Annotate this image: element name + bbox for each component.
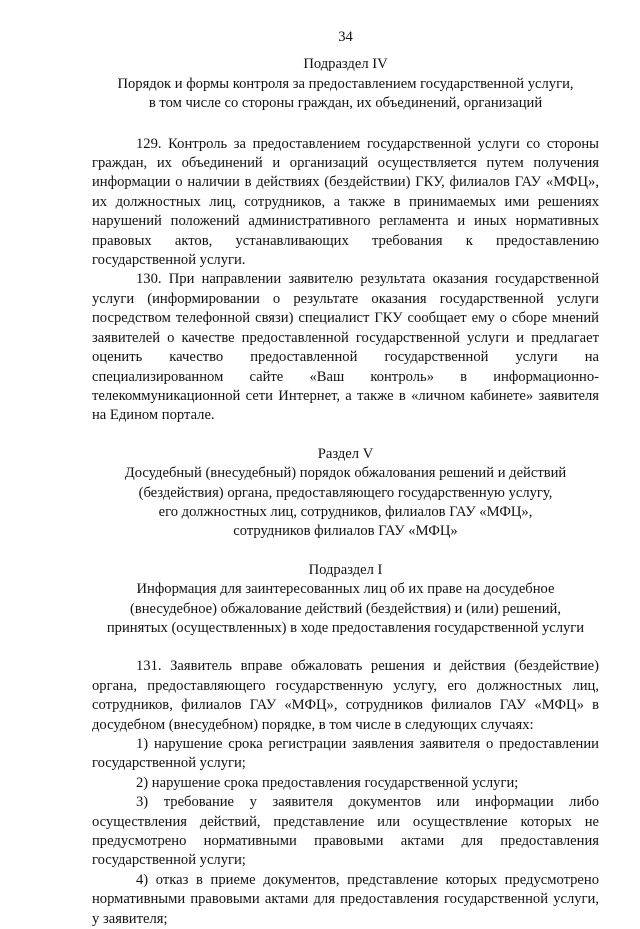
subsection-iv-title-line: Порядок и формы контроля за предоставлением государственной услуги, [117, 75, 574, 92]
section-v-title-line: сотрудников филиалов ГАУ «МФЦ» [233, 523, 458, 540]
subsection-iv-title-line: в том числе со стороны граждан, их объединений, организаций [148, 95, 543, 112]
page-number: 34 [338, 29, 353, 45]
subsection-iv-header [92, 55, 599, 113]
section-v-title-line: (бездействия) органа, предоставляющего государственную услугу, [138, 484, 553, 501]
list-item-4: 4) отказ в приеме документов, представление которых предусмотрено нормативными правовыми актами для предоставления государственной услуги, у заявителя; [92, 871, 599, 927]
subsection-i-title-line: Информация для заинтересованных лиц об их праве на досудебное [136, 581, 555, 598]
subsection-iv-heading: Подраздел IV [303, 56, 388, 73]
subsection-i-title-line: (внесудебное) обжалование действий (бездействия) и (или) решений, [130, 600, 561, 617]
section-v-header [92, 445, 599, 542]
list-item-1: 1) нарушение срока регистрации заявления заявителя о предоставлении государственной услуги; [92, 736, 599, 772]
section-v-title-line: Досудебный (внесудебный) порядок обжалования решений и действий [124, 465, 567, 482]
paragraph-131: 131. Заявитель вправе обжаловать решения и действия (бездействие) органа, предоставляющего государственную услугу, его должностных лиц, сотрудников, филиалов ГАУ «МФЦ», сотрудников филиалов ГАУ «МФЦ» в досудебном (внесудебном) порядке, в том числе в следующих случаях: [92, 658, 599, 733]
section-v-heading: Раздел V [317, 445, 374, 462]
subsection-i-title-line: принятых (осуществленных) в ходе предоставления государственной услуги [106, 619, 585, 636]
document-page [92, 28, 599, 929]
paragraph-129: 129. Контроль за предоставлением государственной услуги со стороны граждан, их объединений и организаций осуществляется путем получения информации о наличии в действиях (бездействии) ГКУ, филиалов ГАУ «МФЦ», их должностных лиц, сотрудников, а также в принимаемых ими решениях нарушений положений административного регламента и иных нормативных правовых актов, устанавливающих требования к предоставлению государственной услуги. [92, 135, 599, 269]
subsection-i-header [92, 561, 599, 639]
list-item-3: 3) требование у заявителя документов или информации либо осуществления действий, представление или осуществление которых не предусмотрено нормативными правовыми актами для предоставления государственной услуги; [92, 794, 599, 869]
subsection-i-heading: Подраздел I [308, 561, 383, 578]
list-item-2: 2) нарушение срока предоставления государственной услуги; [136, 774, 519, 791]
paragraph-130: 130. При направлении заявителю результата оказания государственной услуги (информировании о результате оказания государственной услуги посредством телефонной связи) специалист ГКУ сообщает ему о сборе мнений заявителей о качестве предоставленной государственной услуги и предлагает оценить качество предоставленной государственной услуги на специализированном сайте «Ваш контроль» в информационно-телекоммуникационной сети Интернет, а также в «личном кабинете» заявителя на Едином портале. [92, 271, 599, 424]
section-v-title-line: его должностных лиц, сотрудников, филиалов ГАУ «МФЦ», [158, 503, 533, 520]
